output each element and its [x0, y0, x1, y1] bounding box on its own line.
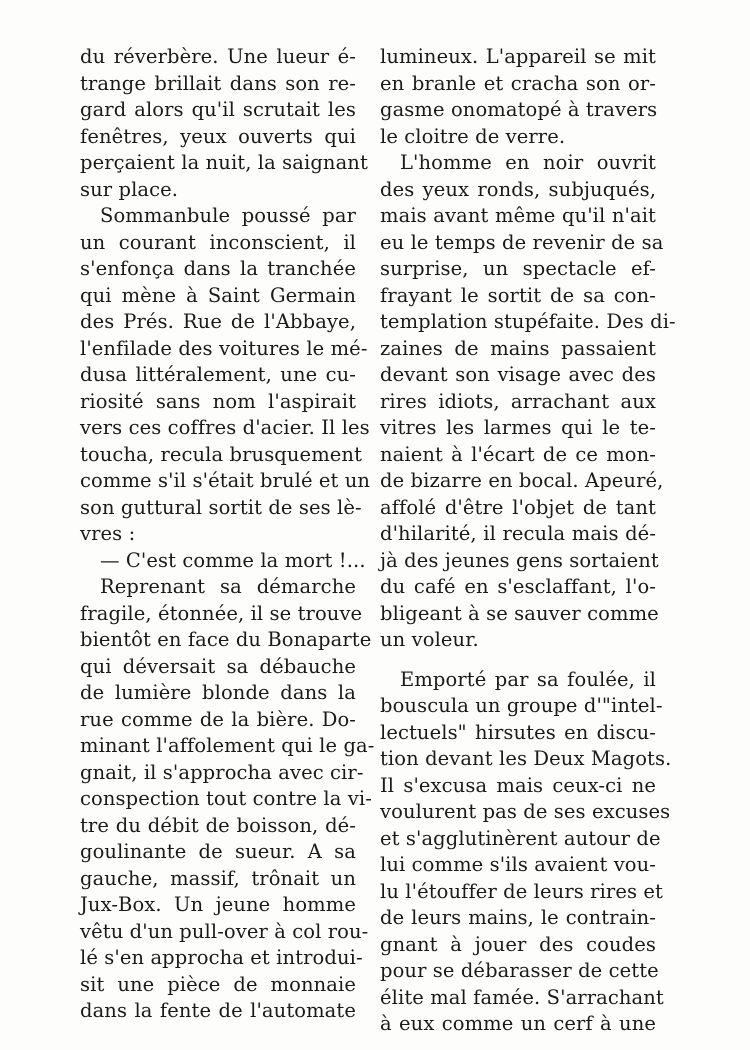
paragraph-start-line: Reprenant sa démarche [100, 575, 356, 598]
left-text-column [80, 44, 375, 1025]
text-line: zaines de mains passaient [380, 336, 656, 360]
text-line: bientôt en face du Bonaparte [80, 628, 372, 651]
text-line: eu le temps de revenir de sa [380, 230, 664, 254]
text-line: gnait, il s'approcha avec cir- [80, 760, 364, 784]
text-line: jà des jeunes gens sortaient [380, 548, 659, 572]
text-line: riosité sans nom l'aspirait [80, 389, 356, 413]
text-line: un courant inconscient, il [80, 230, 356, 254]
text-line: son guttural sortit de ses lè- [80, 495, 362, 519]
text-line: de leurs mains, le contrain- [380, 906, 656, 929]
text-line: du réverbère. Une lueur é- [80, 45, 356, 68]
text-line: trange brillait dans son re- [80, 71, 356, 95]
text-line: fragile, étonnée, il se trouve [80, 601, 363, 625]
text-line: élite mal famée. S'arrachant [380, 985, 664, 1009]
text-line: rires idiots, arrachant aux [380, 389, 656, 413]
text-line: gasme onomatopé à travers [380, 98, 658, 121]
text-line: dusa littéralement, une cu- [80, 363, 356, 386]
text-line: goulinante de sueur. A sa [80, 840, 356, 863]
text-line: bouscula un groupe d'"intel- [380, 694, 663, 717]
text-line: lectuels" hirsutes en discu- [380, 720, 656, 744]
text-line: l'enfilade des voitures le mé- [80, 336, 368, 360]
text-line: lu l'étouffer de leurs rires et [380, 879, 663, 903]
paragraph-start-line: Sommanbule poussé par [100, 204, 356, 227]
text-line: minant l'affolement qui le ga- [80, 734, 375, 757]
text-line: voulurent pas de ses excuses [380, 800, 671, 823]
text-line: vers ces coffres d'acier. Il les [80, 416, 370, 439]
text-line: à eux comme un cerf à une [380, 1012, 656, 1035]
text-line: fenêtres, yeux ouverts qui [80, 124, 356, 148]
text-line: lumineux. L'appareil se mit [380, 45, 656, 68]
text-line: de lumière blonde dans la [80, 681, 356, 704]
text-line: du café en s'esclaffant, l'o- [380, 575, 656, 598]
text-line: lui comme s'ils avaient vou- [380, 853, 656, 876]
text-line: bligeant à se sauver comme [380, 601, 659, 625]
text-line: frayant le sortit de sa con- [380, 283, 656, 307]
text-line: des yeux ronds, subjuqués, [380, 177, 656, 201]
text-line: conspection tout contre la vi- [80, 787, 372, 810]
text-line: vres : [80, 522, 136, 545]
text-line: sur place. [80, 177, 179, 201]
text-line: le cloitre de verre. [380, 124, 566, 148]
text-line: gnant à jouer des coudes [380, 932, 656, 956]
text-line: gard alors qu'il scrutait les [80, 98, 356, 121]
text-line: surprise, un spectacle ef- [380, 257, 656, 280]
text-line: toucha, recula brusquement [80, 442, 363, 466]
text-line: mais avant même qu'il n'ait [380, 204, 656, 227]
text-line: de bizarre en bocal. Apeuré, [380, 469, 664, 492]
text-line: tre du débit de boisson, dé- [80, 813, 356, 837]
dialogue-line: — C'est comme la mort !... [100, 548, 366, 572]
text-line: dans la fente de l'automate [80, 999, 356, 1022]
text-line: s'enfonça dans la tranchée [80, 257, 356, 280]
text-line: rue comme de la bière. Do- [80, 707, 356, 731]
text-line: devant son visage avec des [380, 363, 656, 386]
text-line: perçaient la nuit, la saignant [80, 151, 368, 174]
text-line: Jux-Box. Un jeune homme [80, 893, 356, 916]
text-line: sit une pièce de monnaie [80, 972, 356, 996]
paragraph-start-line: Emporté par sa foulée, il [400, 667, 656, 691]
text-line: en branle et cracha son or- [380, 71, 656, 95]
text-line: lé s'en approcha et introdui- [80, 946, 363, 969]
paragraph-start-line: L'homme en noir ouvrit [400, 151, 656, 174]
text-line: d'hilarité, il recula mais dé- [380, 522, 656, 545]
text-line: pour se débarasser de cette [380, 959, 659, 982]
text-line: naient à l'écart de ce mon- [380, 442, 656, 466]
text-line: Il s'excusa mais ceux-ci ne [380, 773, 656, 797]
text-line: et s'agglutinèrent autour de [380, 826, 661, 850]
right-text-column [380, 44, 676, 1038]
text-line: qui mène à Saint Germain [80, 283, 356, 307]
text-line: affolé d'être l'objet de tant [380, 495, 656, 519]
paragraph-gap [380, 654, 656, 667]
text-line: gauche, massif, trônait un [80, 866, 356, 890]
text-line: templation stupéfaite. Des di- [380, 310, 676, 333]
text-line: un voleur. [380, 628, 479, 651]
text-line: comme s'il s'était brulé et un [80, 469, 371, 492]
text-line: qui déversait sa débauche [80, 654, 356, 678]
text-line: vitres les larmes qui le te- [380, 416, 656, 439]
text-line: des Prés. Rue de l'Abbaye, [80, 310, 356, 333]
text-line: vêtu d'un pull-over à col rou- [80, 919, 369, 943]
text-line: tion devant les Deux Magots. [380, 747, 672, 770]
